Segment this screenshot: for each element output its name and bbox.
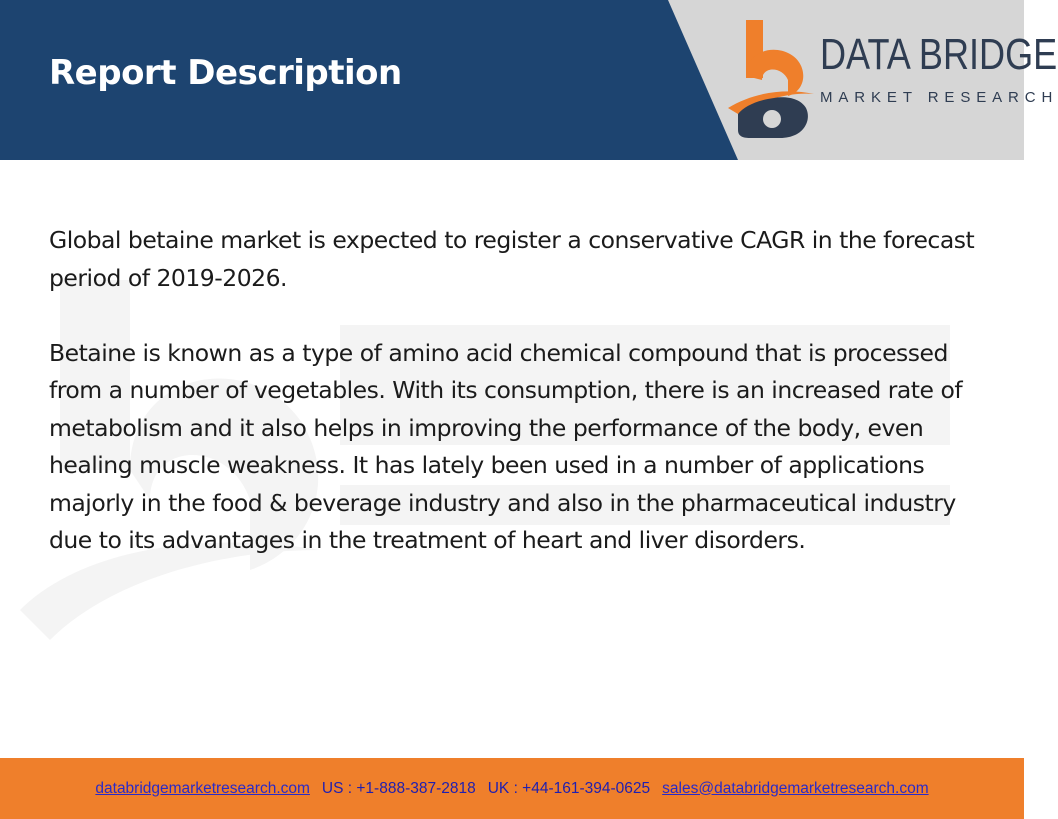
logo-tagline: MARKET RESEARCH [820, 89, 1058, 106]
email-link[interactable]: sales@databridgemarketresearch.com [662, 779, 929, 797]
description-paragraph: Betaine is known as a type of amino acid chemical compound that is processed from a number of vegetables. With its consumption, there is an increased rate of metabolism and it also helps in improving the performance of the body, even healing muscle weakness. It has lately been used in a number of applications majorly in the food & beverage industry and also in the pharmaceutical industry due to its advantages in the treatment of heart and liver disorders. [49, 338, 963, 554]
contact-footer [0, 758, 1024, 819]
summary-paragraph: Global betaine market is expected to register a conservative CAGR in the forecast period of 2019-2026. [49, 226, 975, 292]
header-banner [0, 0, 1058, 160]
us-phone: US : +1-888-387-2818 [321, 779, 476, 797]
page-title: Report Description [49, 53, 402, 93]
logo-name: DATA BRIDGE [820, 30, 1058, 79]
data-bridge-logo-icon [724, 18, 816, 140]
report-description [49, 222, 979, 560]
uk-phone: UK : +44-161-394-0625 [487, 779, 651, 797]
website-link[interactable]: databridgemarketresearch.com [95, 779, 310, 797]
